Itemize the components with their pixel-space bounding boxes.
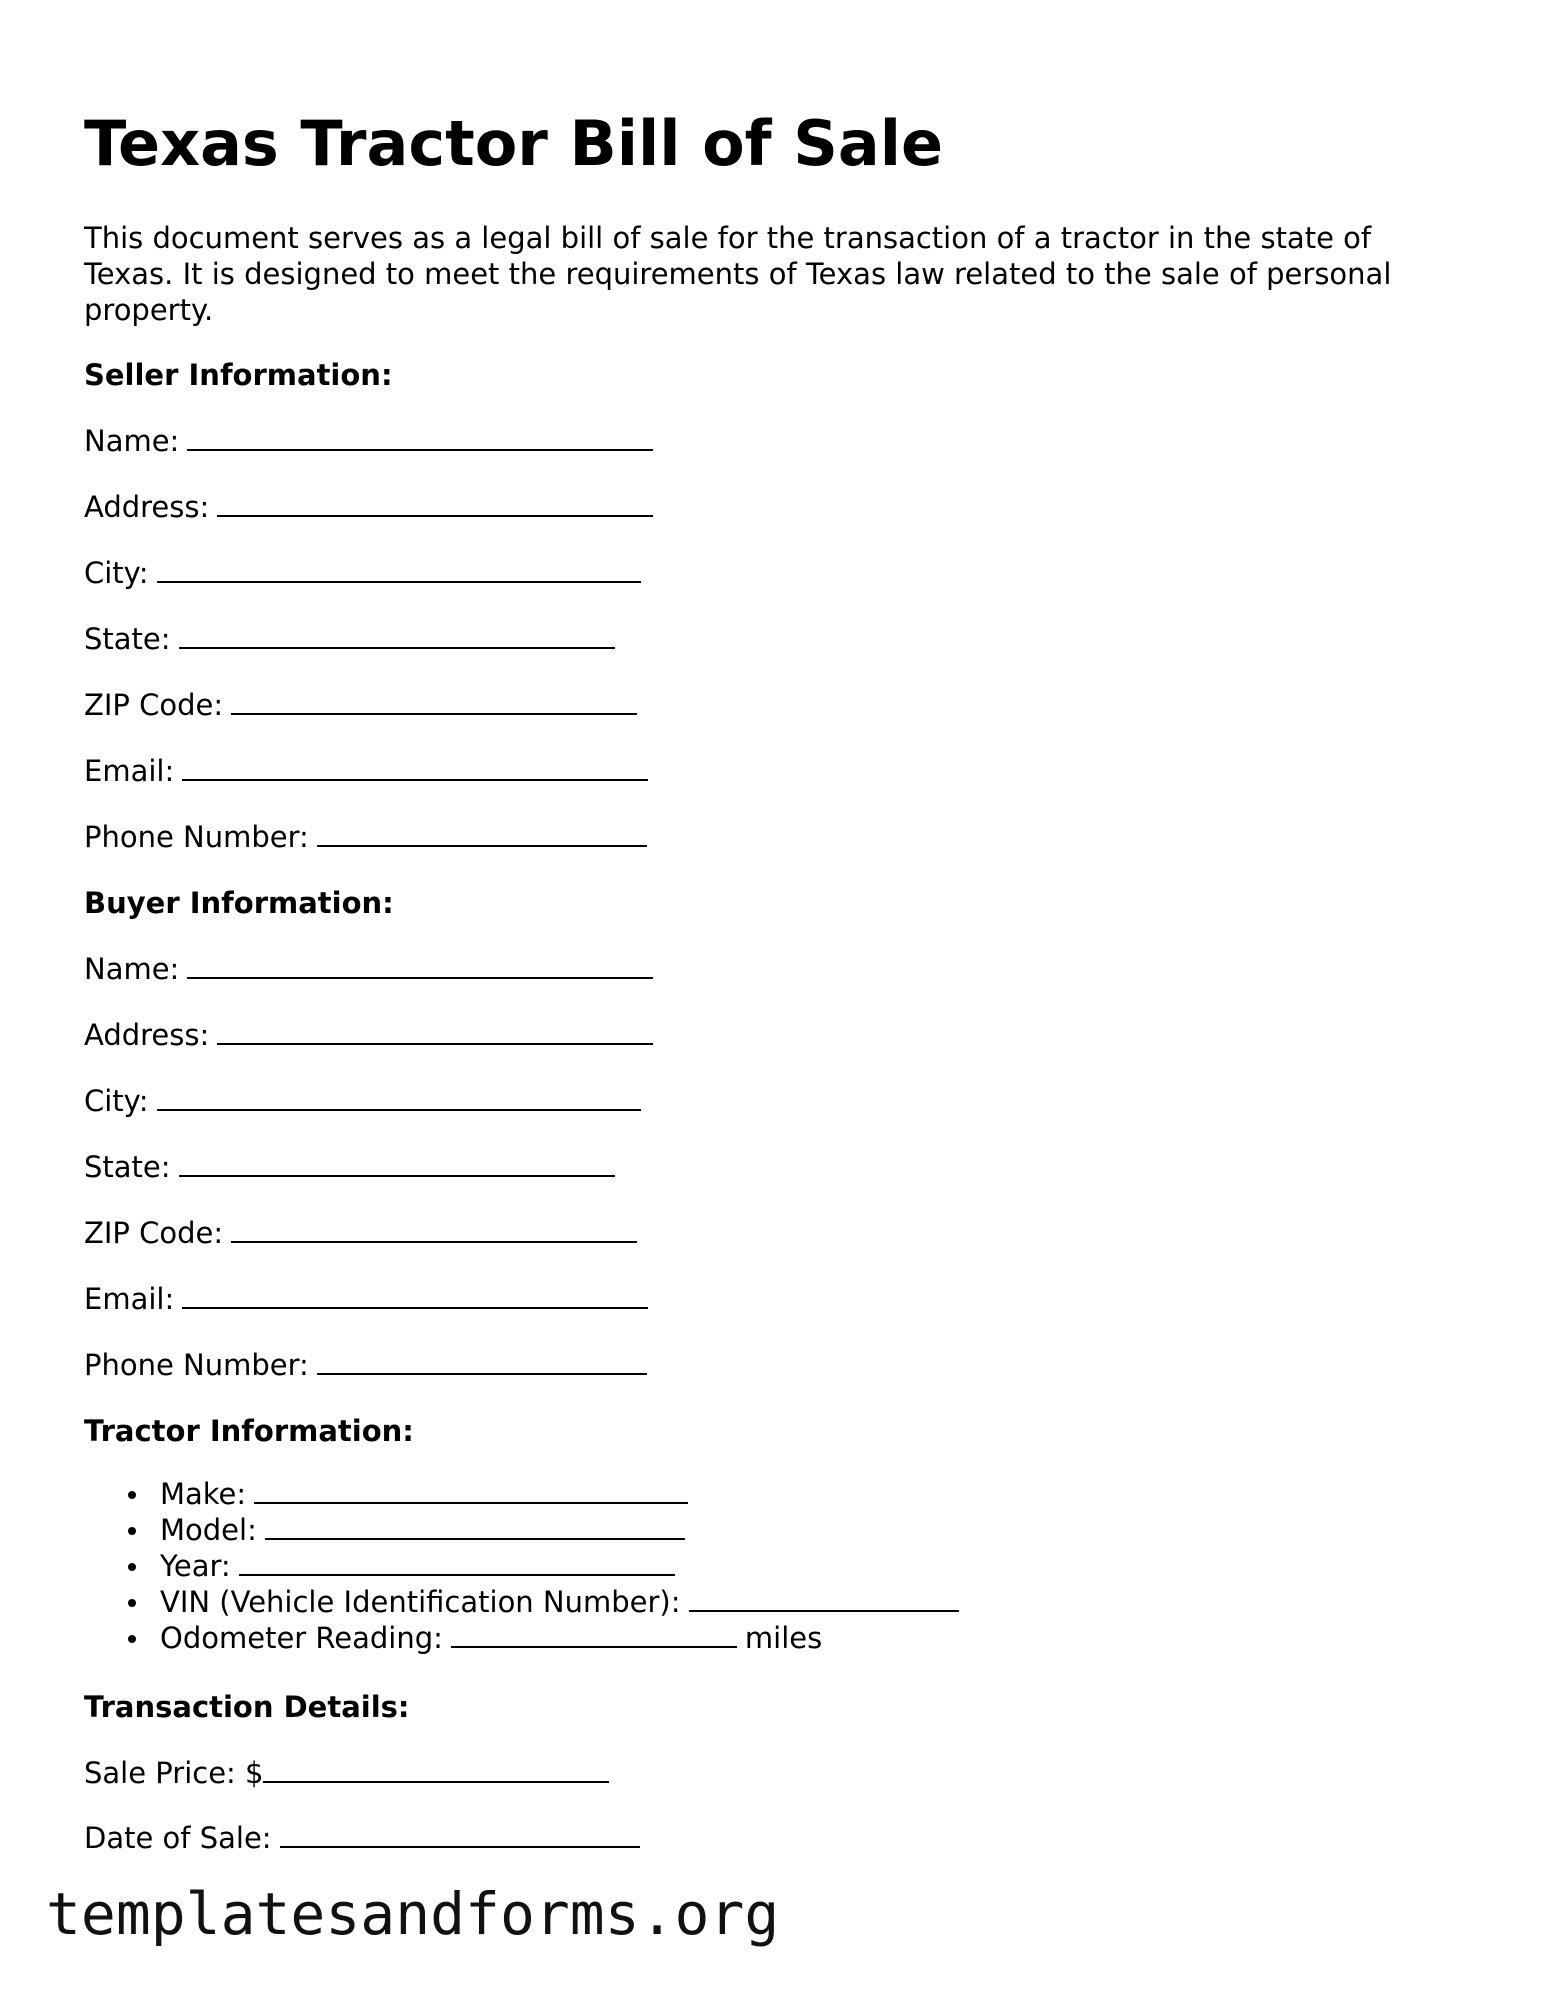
- seller-name-label: Name:: [84, 424, 180, 458]
- buyer-email-line[interactable]: [182, 1281, 648, 1309]
- seller-state-field: [84, 621, 615, 657]
- seller-email-line[interactable]: [182, 753, 648, 781]
- buyer-state-line[interactable]: [179, 1149, 615, 1177]
- tractor-vin-label: VIN (Vehicle Identification Number):: [160, 1585, 681, 1619]
- buyer-zip-line[interactable]: [231, 1215, 637, 1243]
- buyer-city-line[interactable]: [157, 1083, 641, 1111]
- seller-state-label: State:: [84, 622, 171, 656]
- list-item: [84, 1584, 959, 1620]
- tractor-info-list: [84, 1476, 959, 1656]
- seller-phone-label: Phone Number:: [84, 820, 309, 854]
- tractor-odometer-label: Odometer Reading:: [160, 1621, 443, 1655]
- tractor-model-line[interactable]: [265, 1512, 685, 1540]
- seller-zip-field: [84, 687, 637, 723]
- odometer-unit: miles: [744, 1621, 823, 1655]
- date-of-sale-field: [84, 1820, 640, 1856]
- buyer-email-field: [84, 1281, 648, 1317]
- tractor-make-line[interactable]: [254, 1476, 688, 1504]
- buyer-heading: Buyer Information:: [84, 886, 394, 920]
- seller-phone-line[interactable]: [317, 819, 647, 847]
- buyer-state-field: [84, 1149, 615, 1185]
- buyer-city-label: City:: [84, 1084, 149, 1118]
- intro-paragraph: This document serves as a legal bill of sale for the transaction of a tractor in the state of Texas. It is designed to meet the requirements of Texas law related to the sale of personal property.: [84, 221, 1392, 327]
- buyer-zip-field: [84, 1215, 637, 1251]
- seller-zip-label: ZIP Code:: [84, 688, 224, 722]
- tractor-model-label: Model:: [160, 1513, 257, 1547]
- buyer-name-line[interactable]: [187, 951, 653, 979]
- sale-price-field: [84, 1755, 609, 1791]
- buyer-email-label: Email:: [84, 1282, 175, 1316]
- list-item: [84, 1548, 959, 1584]
- seller-email-field: [84, 753, 648, 789]
- seller-zip-line[interactable]: [231, 687, 637, 715]
- seller-city-label: City:: [84, 556, 149, 590]
- transaction-heading: Transaction Details:: [84, 1690, 410, 1724]
- buyer-zip-label: ZIP Code:: [84, 1216, 224, 1250]
- seller-city-line[interactable]: [157, 555, 641, 583]
- tractor-year-label: Year:: [160, 1549, 231, 1583]
- tractor-vin-line[interactable]: [689, 1584, 959, 1612]
- buyer-phone-field: [84, 1347, 647, 1383]
- list-item: [84, 1620, 959, 1656]
- buyer-name-label: Name:: [84, 952, 180, 986]
- buyer-state-label: State:: [84, 1150, 171, 1184]
- buyer-address-line[interactable]: [217, 1017, 653, 1045]
- tractor-odometer-line[interactable]: [451, 1620, 737, 1648]
- list-item: [84, 1476, 959, 1512]
- seller-state-line[interactable]: [179, 621, 615, 649]
- seller-phone-field: [84, 819, 647, 855]
- seller-name-field: [84, 423, 653, 459]
- seller-address-field: [84, 489, 653, 525]
- buyer-address-label: Address:: [84, 1018, 210, 1052]
- buyer-address-field: [84, 1017, 653, 1053]
- watermark-text: templatesandforms.org: [46, 1880, 780, 1948]
- seller-email-label: Email:: [84, 754, 175, 788]
- buyer-phone-line[interactable]: [317, 1347, 647, 1375]
- seller-heading: Seller Information:: [84, 358, 393, 392]
- document-title: Texas Tractor Bill of Sale: [84, 107, 944, 180]
- buyer-city-field: [84, 1083, 641, 1119]
- sale-price-label: Sale Price: $: [84, 1756, 264, 1790]
- tractor-year-line[interactable]: [239, 1548, 675, 1576]
- buyer-phone-label: Phone Number:: [84, 1348, 309, 1382]
- date-of-sale-line[interactable]: [280, 1820, 640, 1848]
- sale-price-line[interactable]: [263, 1755, 609, 1783]
- seller-name-line[interactable]: [187, 423, 653, 451]
- tractor-heading: Tractor Information:: [84, 1414, 414, 1448]
- list-item: [84, 1512, 959, 1548]
- seller-city-field: [84, 555, 641, 591]
- seller-address-line[interactable]: [217, 489, 653, 517]
- date-of-sale-label: Date of Sale:: [84, 1821, 272, 1855]
- buyer-name-field: [84, 951, 653, 987]
- seller-address-label: Address:: [84, 490, 210, 524]
- tractor-make-label: Make:: [160, 1477, 247, 1511]
